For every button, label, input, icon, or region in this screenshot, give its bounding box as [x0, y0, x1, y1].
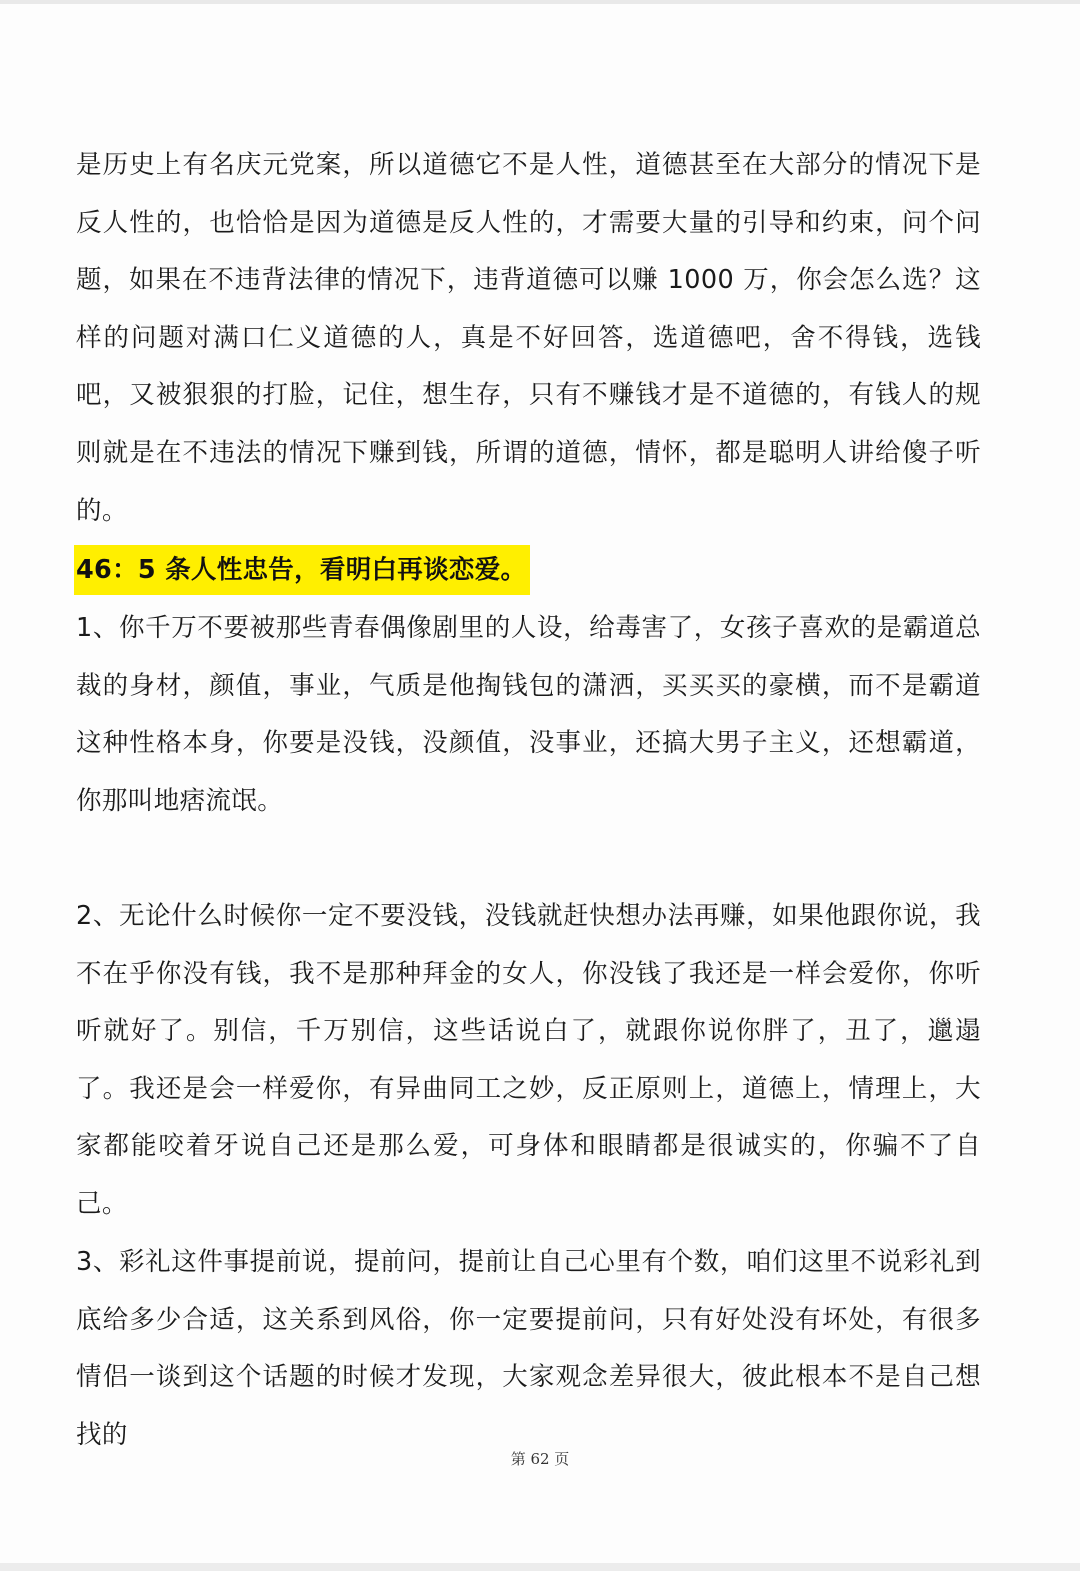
section-heading-46: 46：5 条人性忠告，看明白再谈恋爱。: [74, 545, 530, 595]
page-top-edge: [0, 0, 1080, 4]
paragraph-item-3: 3、彩礼这件事提前说，提前问，提前让自己心里有个数，咱们这里不说彩礼到底给多少合适，这关系到风俗，你一定要提前问，只有好处没有坏处，有很多情侣一谈到这个话题的时候才发现，大家观念差异很大，彼此根本不是自己想找的: [76, 1247, 981, 1450]
page-number: 第 62 页: [510, 1450, 570, 1468]
paragraph-item-2: 2、无论什么时候你一定不要没钱，没钱就赶快想办法再赚，如果他跟你说，我不在乎你没有钱，我不是那种拜金的女人，你没钱了我还是一样会爱你，你听听就好了。别信，千万别信，这些话说白了，就跟你说你胖了，丑了，邋遢了。我还是会一样爱你，有异曲同工之妙，反正原则上，道德上，情理上，大家都能咬着牙说自己还是那么爱，可身体和眼睛都是很诚实的，你骗不了自己。: [76, 901, 981, 1219]
page-bottom-edge: [0, 1563, 1080, 1571]
paragraph-item-1: 1、你千万不要被那些青春偶像剧里的人设，给毒害了，女孩子喜欢的是霸道总裁的身材，颜值，事业，气质是他掏钱包的潇洒，买买买的豪横，而不是霸道这种性格本身，你要是没钱，没颜值，没事业，还搞大男子主义，还想霸道，你那叫地痞流氓。: [76, 613, 981, 816]
paragraph-intro: 是历史上有名庆元党案，所以道德它不是人性，道德甚至在大部分的情况下是反人性的，也恰恰是因为道德是反人性的，才需要大量的引导和约束，问个问题，如果在不违背法律的情况下，违背道德可以赚 1000 万，你会怎么选？这样的问题对满口仁义道德的人，真是不好回答，选道德吧，舍不得钱，选钱吧，又被狠狠的打脸，记住，想生存，只有不赚钱才是不道德的，有钱人的规则就是在不违法的情况下赚到钱，所谓的道德，情怀，都是聪明人讲给傻子听的。: [76, 150, 981, 526]
